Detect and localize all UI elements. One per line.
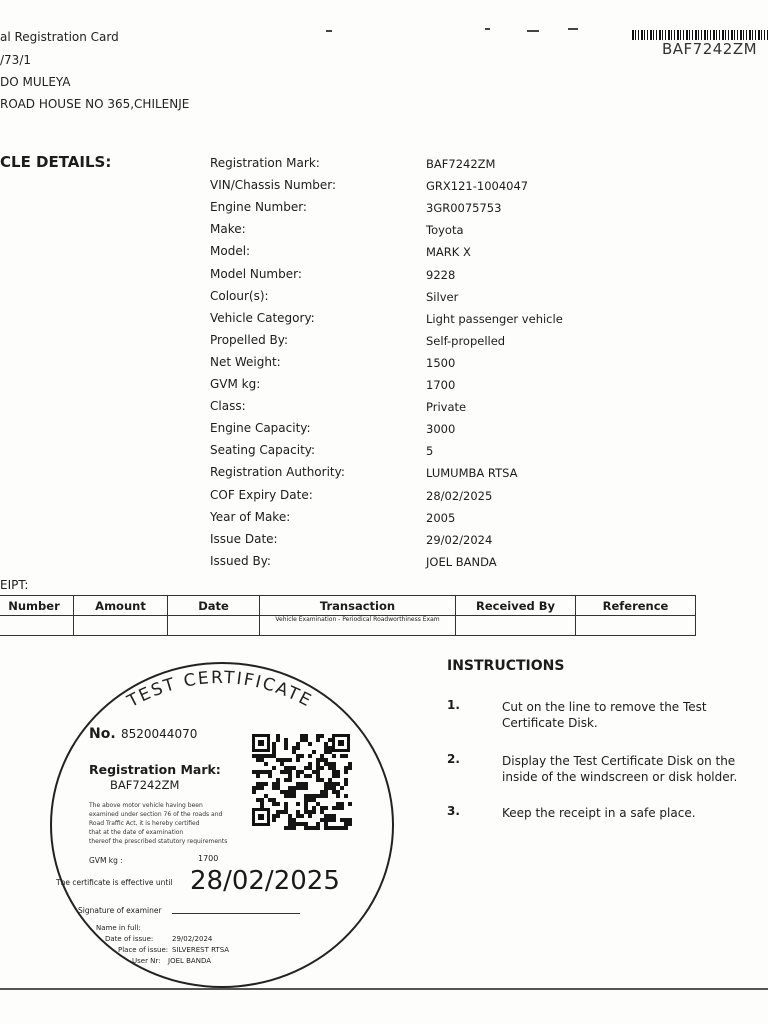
header-mark [326, 30, 332, 32]
certificate-reg-value: BAF7242ZM [110, 778, 180, 792]
detail-value: 2005 [426, 511, 456, 525]
signature-label: Signature of examiner [78, 906, 162, 915]
instruction-text: Keep the receipt in a safe place. [502, 806, 696, 820]
certificate-effective-date: 28/02/2025 [190, 866, 340, 896]
user-nr-value: JOEL BANDA [168, 957, 212, 965]
detail-value: Private [426, 400, 467, 414]
instruction-text: Cut on the line to remove the Test Certificate Disk. [502, 700, 707, 730]
detail-label: GVM kg: [210, 377, 261, 391]
detail-label: Year of Make: [210, 510, 291, 524]
detail-value: Light passenger vehicle [426, 312, 563, 326]
detail-value: JOEL BANDA [426, 555, 497, 569]
signature-line [172, 913, 300, 914]
user-nr-label: User Nr: [132, 957, 161, 965]
section-title-vehicle-details: CLE DETAILS: [0, 153, 112, 171]
receipt-col-transaction: Transaction [260, 596, 456, 616]
instruction-number: 3. [447, 804, 460, 818]
receipt-col-number: Number [0, 596, 74, 616]
detail-value: MARK X [426, 245, 471, 259]
receipt-cell-transaction: Vehicle Examination - Periodical Roadworthiness Exam [260, 616, 456, 636]
certificate-statement: The above motor vehicle having been [89, 802, 203, 809]
receipt-label: EIPT: [0, 578, 29, 592]
detail-value: BAF7242ZM [426, 157, 496, 171]
detail-value: 3000 [426, 422, 456, 436]
detail-label: Colour(s): [210, 289, 269, 303]
certificate-effective-label: The certificate is effective until [56, 878, 173, 887]
instruction-number: 1. [447, 698, 460, 712]
detail-label: Model Number: [210, 267, 302, 281]
certificate-statement: that at the date of examination [89, 829, 184, 836]
instruction-number: 2. [447, 752, 460, 766]
certificate-no-label: No. [89, 726, 116, 742]
place-of-issue-value: SILVEREST RTSA [172, 946, 230, 954]
instructions-title: INSTRUCTIONS [447, 658, 565, 674]
detail-label: Registration Authority: [210, 465, 345, 479]
certificate-gvm-label: GVM kg : [89, 856, 123, 865]
certificate-statement: thereof the prescribed statutory requirements [89, 838, 228, 845]
receipt-cell [168, 616, 260, 636]
detail-label: VIN/Chassis Number: [210, 178, 337, 192]
receipt-header-row [0, 596, 696, 616]
detail-label: Engine Number: [210, 200, 307, 214]
certificate-reg-label: Registration Mark: [89, 762, 221, 777]
header-mark [527, 30, 539, 32]
receipt-table [0, 595, 696, 636]
header-mark [485, 28, 490, 30]
detail-value: 1500 [426, 356, 456, 370]
barcode-text: BAF7242ZM [662, 40, 758, 58]
certificate-statement: Road Traffic Act, it is hereby certified [89, 820, 200, 827]
detail-value: 3GR0075753 [426, 201, 502, 215]
detail-label: Engine Capacity: [210, 421, 311, 435]
date-of-issue-value: 29/02/2024 [172, 935, 213, 943]
header-mark [568, 28, 578, 30]
detail-label: Seating Capacity: [210, 443, 316, 457]
detail-label: COF Expiry Date: [210, 488, 313, 502]
detail-label: Net Weight: [210, 355, 281, 369]
detail-value: Silver [426, 290, 459, 304]
detail-value: 5 [426, 444, 434, 458]
detail-value: Self-propelled [426, 334, 506, 348]
receipt-col-received-by: Received By [456, 596, 576, 616]
receipt-col-reference: Reference [576, 596, 696, 616]
detail-label: Class: [210, 399, 246, 413]
detail-value: LUMUMBA RTSA [426, 466, 518, 480]
detail-label: Registration Mark: [210, 156, 320, 170]
certificate-statement: examined under section 76 of the roads and [89, 811, 223, 818]
certificate-no-value: 8520044070 [121, 727, 198, 741]
receipt-cell [456, 616, 576, 636]
detail-value: 29/02/2024 [426, 533, 493, 547]
date-of-issue-label: Date of issue: [105, 935, 154, 943]
detail-value: GRX121-1004047 [426, 179, 529, 193]
table-row [0, 616, 696, 636]
svg-text:TEST CERTIFICATE [123, 668, 315, 712]
detail-value: Toyota [426, 223, 464, 237]
detail-label: Propelled By: [210, 333, 289, 347]
document-title: al Registration Card [0, 30, 119, 44]
detail-value: 28/02/2025 [426, 489, 493, 503]
barcode [632, 30, 768, 40]
detail-label: Model: [210, 244, 251, 258]
owner-name: DO MULEYA [0, 75, 71, 89]
detail-label: Vehicle Category: [210, 311, 315, 325]
certificate-title: TEST CERTIFICATE [124, 667, 316, 712]
owner-address: ROAD HOUSE NO 365,CHILENJE [0, 97, 190, 111]
detail-label: Issued By: [210, 554, 271, 568]
detail-value: 9228 [426, 268, 456, 282]
receipt-col-date: Date [168, 596, 260, 616]
receipt-col-amount: Amount [74, 596, 168, 616]
qr-code [250, 730, 352, 830]
instruction-text: Display the Test Certificate Disk on the inside of the windscreen or disk holder. [502, 754, 738, 784]
detail-value: 1700 [426, 378, 456, 392]
place-of-issue-label: Place of issue: [118, 946, 169, 954]
certificate-gvm-value: 1700 [198, 854, 219, 863]
receipt-cell [576, 616, 696, 636]
detail-label: Issue Date: [210, 532, 278, 546]
name-label: Name in full: [96, 924, 141, 932]
receipt-cell [0, 616, 74, 636]
receipt-cell [74, 616, 168, 636]
detail-label: Make: [210, 222, 246, 236]
cut-line [0, 988, 768, 990]
document-reference: /73/1 [0, 53, 31, 67]
